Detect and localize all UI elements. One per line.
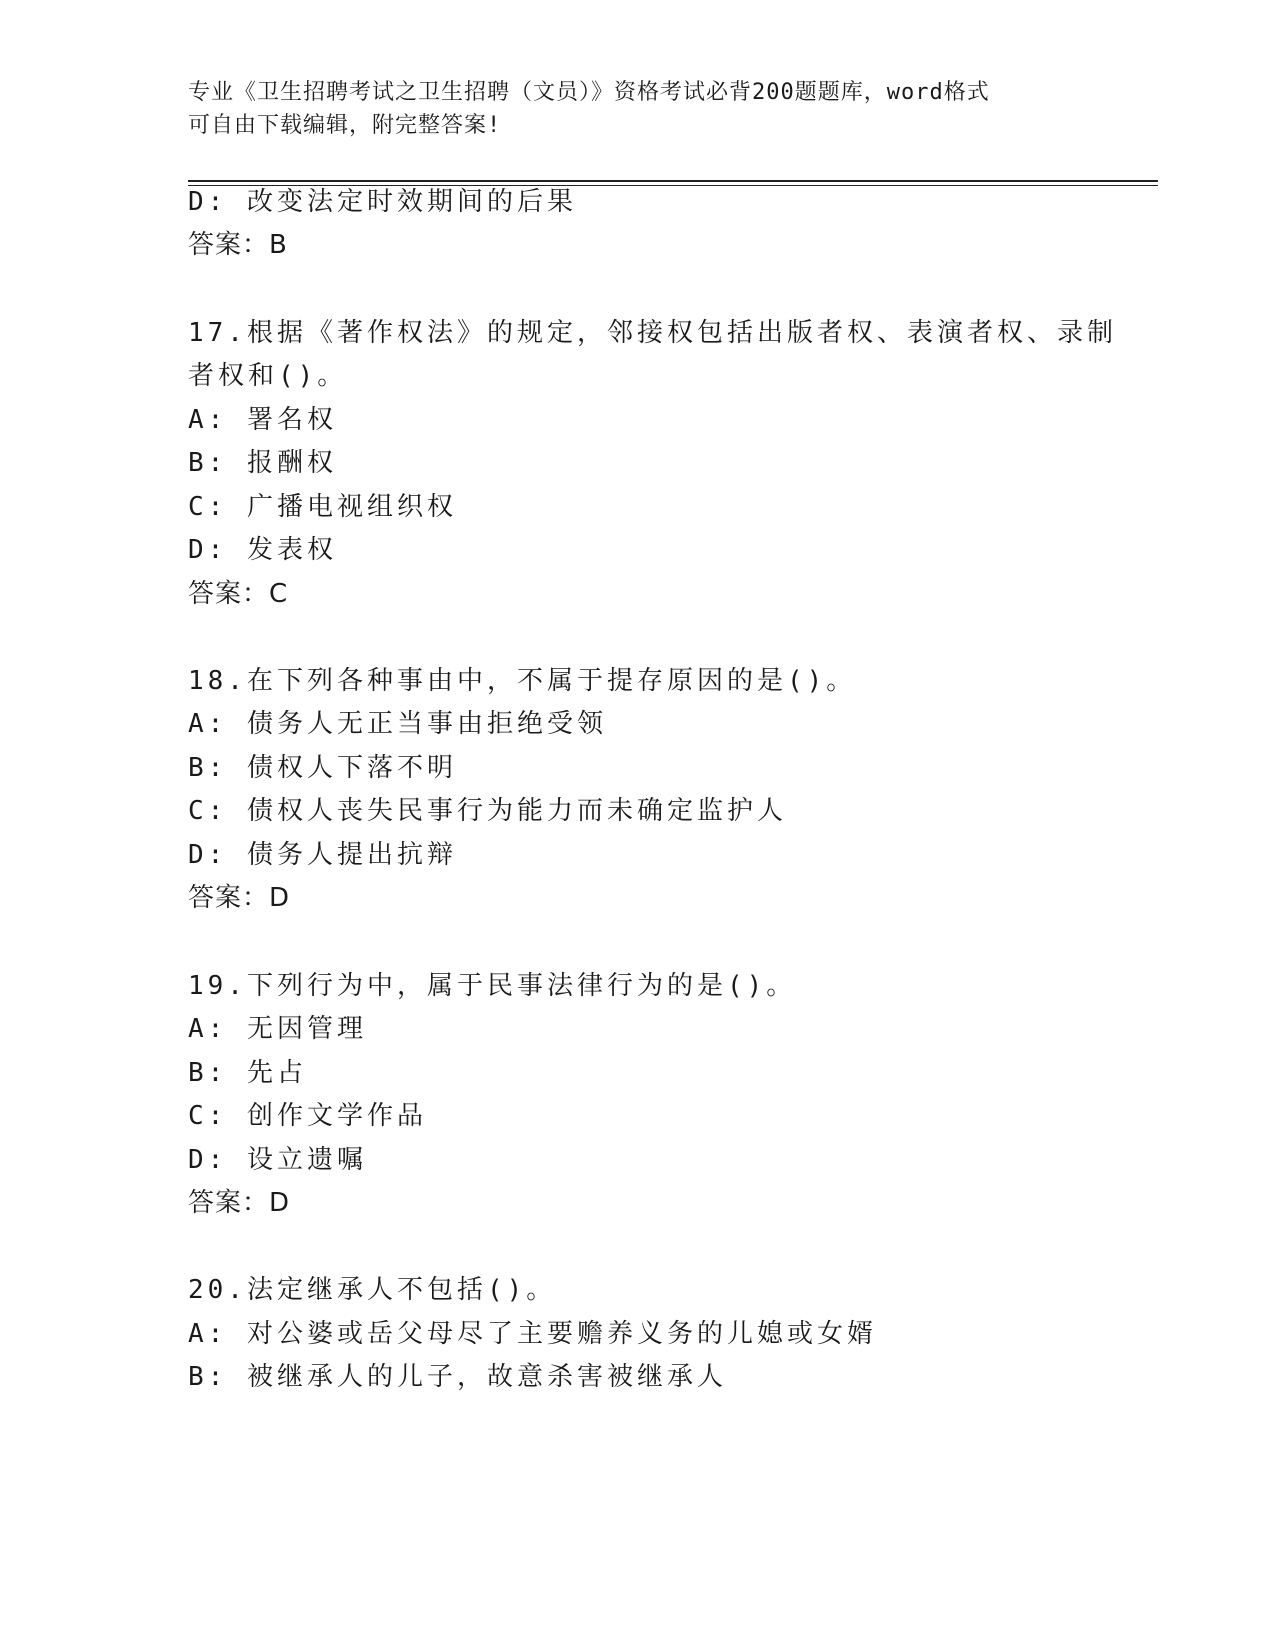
q17-option-b: B: 报酬权 — [188, 448, 337, 478]
q20-option-a: A: 对公婆或岳父母尽了主要赡养义务的儿媳或女婿 — [188, 1319, 877, 1349]
q19-option-a: A: 无因管理 — [188, 1014, 367, 1044]
document-header — [188, 76, 1088, 142]
q19-answer: 答案：D — [188, 1188, 291, 1218]
q19-option-b: B: 先占 — [188, 1058, 307, 1088]
q18-option-a: A: 债务人无正当事由拒绝受领 — [188, 709, 607, 739]
q17-answer: 答案：C — [188, 579, 289, 609]
q18-stem: 18.在下列各种事由中，不属于提存原因的是()。 — [188, 666, 857, 696]
q19-option-d: D: 设立遗嘱 — [188, 1145, 367, 1175]
q18-option-c: C: 债权人丧失民事行为能力而未确定监护人 — [188, 796, 787, 826]
prev-option-d: D: 改变法定时效期间的后果 — [188, 187, 577, 217]
q17-option-d: D: 发表权 — [188, 535, 337, 565]
q17-option-c: C: 广播电视组织权 — [188, 492, 457, 522]
q19-option-c: C: 创作文学作品 — [188, 1101, 427, 1131]
q17-option-a: A: 署名权 — [188, 405, 337, 435]
q20-stem: 20.法定继承人不包括()。 — [188, 1275, 557, 1305]
header-title-line-1: 专业《卫生招聘考试之卫生招聘（文员）》资格考试必背200题题库，word格式 — [188, 80, 990, 105]
q17-stem-line-1: 17.根据《著作权法》的规定，邻接权包括出版者权、表演者权、录制 — [188, 318, 1117, 348]
header-title-line-2: 可自由下载编辑，附完整答案! — [188, 113, 502, 138]
q18-option-d: D: 债务人提出抗辩 — [188, 840, 457, 870]
q18-answer: 答案：D — [188, 883, 291, 913]
q17-stem-line-2: 者权和()。 — [188, 361, 348, 391]
q18-option-b: B: 债权人下落不明 — [188, 753, 457, 783]
q20-option-b: B: 被继承人的儿子，故意杀害被继承人 — [188, 1362, 727, 1392]
prev-answer: 答案：B — [188, 230, 288, 260]
q19-stem: 19.下列行为中，属于民事法律行为的是()。 — [188, 971, 797, 1001]
header-divider-thick — [188, 180, 1158, 182]
